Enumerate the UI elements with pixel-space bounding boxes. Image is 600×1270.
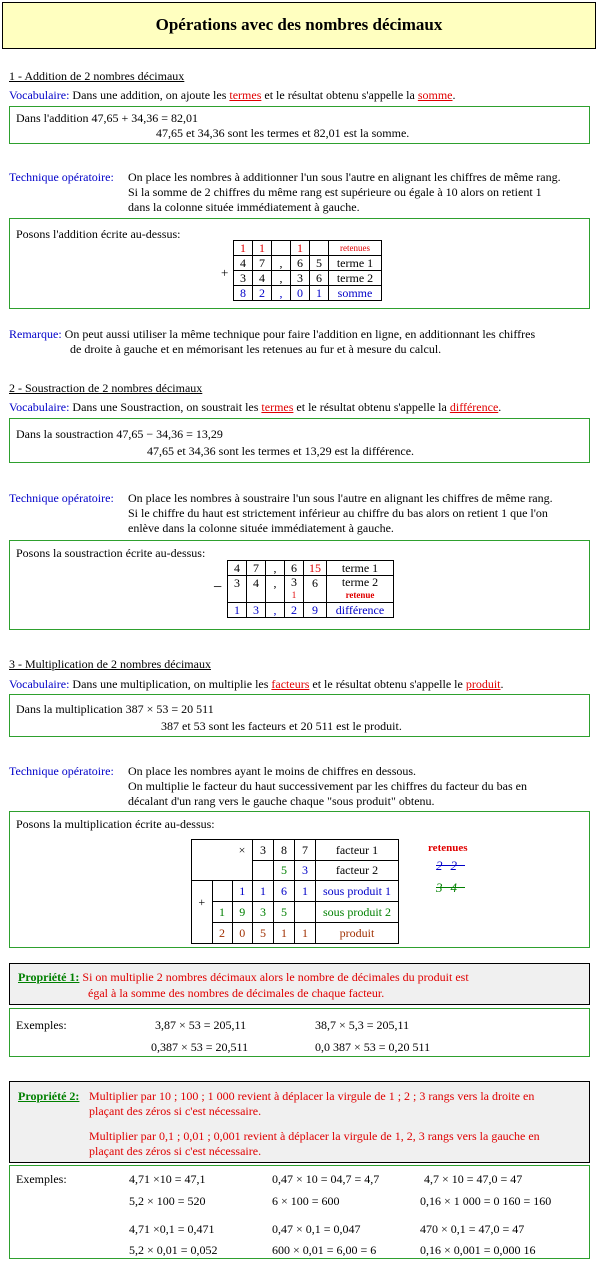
addition-tech-line3: dans la colonne située immédiatement à gauche. (128, 200, 360, 214)
multiplication-posons-box: Posons la multiplication écrite au-dessus: × 3 8 7 facteur 1 5 3 facteur 2 + 1 1 6 1 sous produit 1 1 9 3 5 sous produit 2 2 0 5 1 1 produit retenues 22 34 (9, 811, 590, 948)
minus-sign: − (213, 579, 223, 596)
addition-remarque-line2: de droite à gauche et en mémorisant les retenues au fur et à mesure du calcul. (70, 342, 442, 356)
propriete2-label: Propriété 2: (18, 1089, 80, 1103)
soustraction-heading: 2 - Soustraction de 2 nombres décimaux (9, 381, 203, 395)
retenues-row1: 22 (436, 858, 465, 873)
addition-tech-label: Technique opératoire: (9, 170, 114, 184)
addition-posons-box (9, 218, 590, 309)
addition-tech-line1: On place les nombres à additionner l'un sous l'autre en alignant les chiffres de même rang. (128, 170, 561, 184)
times-sign: × (232, 840, 253, 861)
plus-sign: + (221, 265, 229, 280)
retenues-label: retenues (329, 241, 382, 256)
addition-example-line2: 47,65 et 34,36 sont les termes et 82,01 est la somme. (156, 126, 410, 140)
multiplication-heading: 3 - Multiplication de 2 nombres décimaux (9, 657, 211, 671)
addition-vocabulary: Vocabulaire: Dans une addition, on ajoute les termes et le résultat obtenu s'appelle la somme. (9, 88, 456, 102)
propriete1-examples-box: Exemples: 3,87 × 53 = 205,11 38,7 × 5,3 = 205,11 0,387 × 53 = 20,511 0,0 387 × 53 = 0,20 511 (9, 1008, 590, 1057)
soustraction-posons-box: Posons la soustraction écrite au-dessus: − 4 7 , 6 15 terme 1 3 4 , 3 1 6 terme 2 retenue 1 3 , 2 9 différence (9, 540, 590, 630)
multiplication-table: × 3 8 7 facteur 1 5 3 facteur 2 + 1 1 6 1 sous produit 1 1 9 3 5 sous produit 2 2 0 5 1 1 produit (191, 839, 399, 944)
vocab-label: Vocabulaire: (9, 88, 70, 102)
multiplication-vocabulary: Vocabulaire: Dans une multiplication, on multiplie les facteurs et le résultat obtenu s'appelle le produit. (9, 677, 504, 691)
propriete2-examples-box: Exemples: 4,71 ×10 = 47,1 0,47 × 10 = 04,7 = 4,7 4,7 × 10 = 47,0 = 47 5,2 × 100 = 520 6 × 100 = 600 0,16 × 1 000 = 0 160 = 160 4,71 ×0,1 = 0,471 0,47 × 0,1 = 0,047 470 × 0,1 = 47,0 = 47 5,2 × 0,01 = 0,052 600 × 0,01 = 6,00 = 6 0,16 × 0,001 = 0,000 16 (9, 1165, 590, 1259)
term-termes: termes (229, 88, 262, 102)
soustraction-table: 4 7 , 6 15 terme 1 3 4 , 3 1 6 terme 2 retenue 1 3 , 2 9 différence (227, 560, 394, 618)
addition-table: 1 1 1 retenues 4 7 , 6 5 terme 1 3 4 , 3 6 terme 2 8 2 , 0 1 somme (233, 240, 382, 301)
addition-example-line1: Dans l'addition 47,65 + 34,36 = 82,01 (16, 111, 199, 125)
retenues-row2: 34 (436, 880, 465, 895)
soustraction-vocabulary: Vocabulaire: Dans une Soustraction, on soustrait les termes et le résultat obtenu s'appelle la différence. (9, 400, 502, 414)
propriete1-label: Propriété 1: (18, 970, 80, 984)
addition-posons-label: Posons l'addition écrite au-dessus: (16, 227, 181, 241)
soustraction-example-box: Dans la soustraction 47,65 − 34,36 = 13,29 47,65 et 34,36 sont les termes et 13,29 est la différence. (9, 418, 590, 463)
propriete2-box: Propriété 2: Multiplier par 10 ; 100 ; 1 000 revient à déplacer la virgule de 1 ; 2 ; 3 rangs vers la droite en plaçant des zéros si c'est nécessaire. Multiplier par 0,1 ; 0,01 ; 0,001 revient à déplacer la virgule de 1, 2, 3 rangs vers la gauche en plaçant des zéros si c'est nécessaire. (9, 1081, 590, 1163)
page-title: Opérations avec des nombres décimaux (2, 2, 596, 49)
retenues-label: retenues (428, 842, 468, 854)
term-somme: somme (417, 88, 453, 102)
addition-example-box (9, 106, 590, 144)
propriete1-box: Propriété 1: Si on multiplie 2 nombres décimaux alors le nombre de décimales du produit est égal à la somme des nombres de décimales de chaque facteur. (9, 963, 590, 1005)
addition-heading: 1 - Addition de 2 nombres décimaux (9, 69, 185, 83)
addition-tech-line2: Si la somme de 2 chiffres du même rang est supérieure ou égale à 10 alors on retient 1 (128, 185, 542, 199)
addition-remarque: Remarque: On peut aussi utiliser la même technique pour faire l'addition en ligne, en additionnant les chiffres (9, 327, 536, 341)
multiplication-example-box: Dans la multiplication 387 × 53 = 20 511 387 et 53 sont les facteurs et 20 511 est le produit. (9, 694, 590, 737)
